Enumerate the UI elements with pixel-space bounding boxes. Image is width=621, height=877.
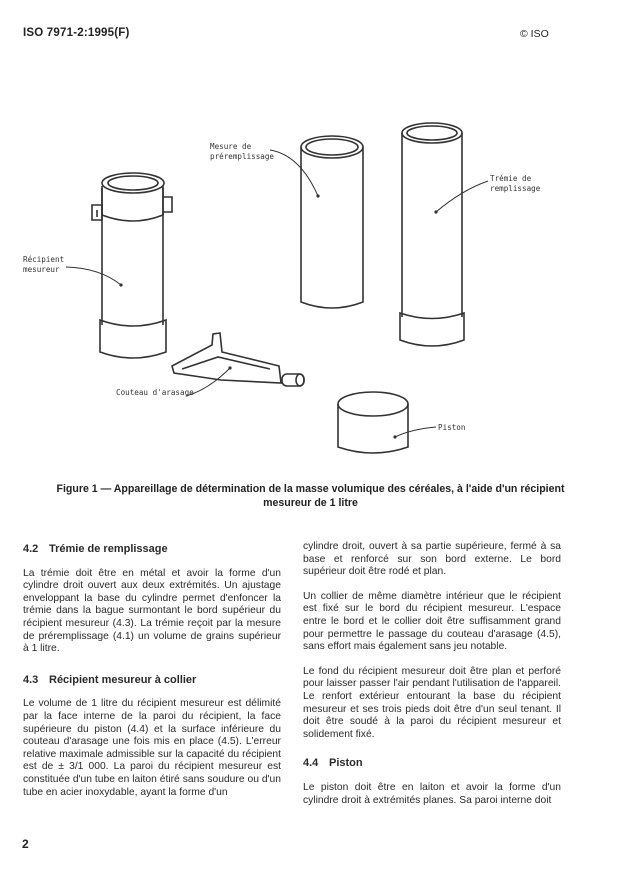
couteau-arasage-drawing [172,333,304,386]
tremie-remplissage-drawing [400,123,464,346]
label-mesure-line2: préremplissage [210,152,275,161]
left-column [23,543,281,811]
paragraph-4-4: Le piston doit être en laiton et avoir la forme d'un cylindre droit à extrémités planes. Sa paroi interne doit [303,781,561,806]
label-couteau: Couteau d'arasage [116,388,194,397]
mesure-preremplissage-drawing [301,136,363,308]
label-piston: Piston [438,423,466,432]
recipient-mesureur-drawing [92,173,172,358]
copyright-notice: © ISO [520,28,549,40]
label-recipient-line2: mesureur [23,265,60,274]
paragraph-4-3-d: Le fond du récipient mesureur doit être plan et perforé pour laisser passer l'air pendant l'utilisation de l'appareil. Le renfort extérieur entourant la base du récipient mesureur et ses trois pieds doit être d'un seul tenant. Il doit être soudé à la paroi du récipient mesureur et solidement fixé. [303,665,561,740]
piston-drawing [338,392,408,453]
figure-caption-line2: mesureur de 1 litre [263,497,358,509]
paragraph-4-3-a: Le volume de 1 litre du récipient mesureur est délimité par la face interne de la paroi du récipient, la face supérieure du piston (4.4) et la surface inférieure du couteau d'arasage une fois mis en place (4.5). L'erreur relative maximale admissible sur la capacité du récipient est de ± 3/1 000. La paroi du récipient mesureur est constituée d'un tube en laiton étiré sans soudure ou d'un tube en acier inoxydable, ayant la forme d'un [23,698,281,798]
document-id: ISO 7971-2:1995(F) [23,27,130,39]
label-mesure-line1: Mesure de [210,142,252,151]
figure-caption-line1: Figure 1 — Appareillage de détermination de la masse volumique des céréales, à l'aide d'un récipient [56,483,565,495]
heading-4-4: 4.4 Piston [303,757,363,770]
label-tremie-line1: Trémie de [490,174,532,183]
right-column [303,541,561,819]
paragraph-4-2: La trémie doit être en métal et avoir la forme d'un cylindre droit ouvert aux deux extrémités. Un ajustage enveloppant la base du cylindre permet d'enfoncer la trémie dans la bague surmontant le bord supérieur du récipient mesureur (4.3). La trémie reçoit par la mesure de préremplissage (4.1) un volume de grains supérieur à 1 litre. [23,567,281,655]
paragraph-4-3-c: Un collier de même diamètre intérieur que le récipient est fixé sur le bord du récipient mesureur. L'espace entre le bord et le collier doit être suffisamment grand pour permettre le passage du couteau d'arasage (4.5), sans effort mais également sans jeu notable. [303,590,561,653]
heading-4-2: 4.2 Trémie de remplissage [23,543,168,555]
label-recipient-line1: Récipient [23,255,65,264]
page-number: 2 [22,837,29,851]
heading-4-3: 4.3 Récipient mesureur à collier [23,673,197,686]
paragraph-4-3-b: cylindre droit, ouvert à sa partie supérieure, fermé à sa base et renforcé sur son bord externe. Le bord supérieur doit être rodé et plan. [303,541,561,578]
figure-caption [40,482,581,510]
label-tremie-line2: remplissage [490,184,541,193]
